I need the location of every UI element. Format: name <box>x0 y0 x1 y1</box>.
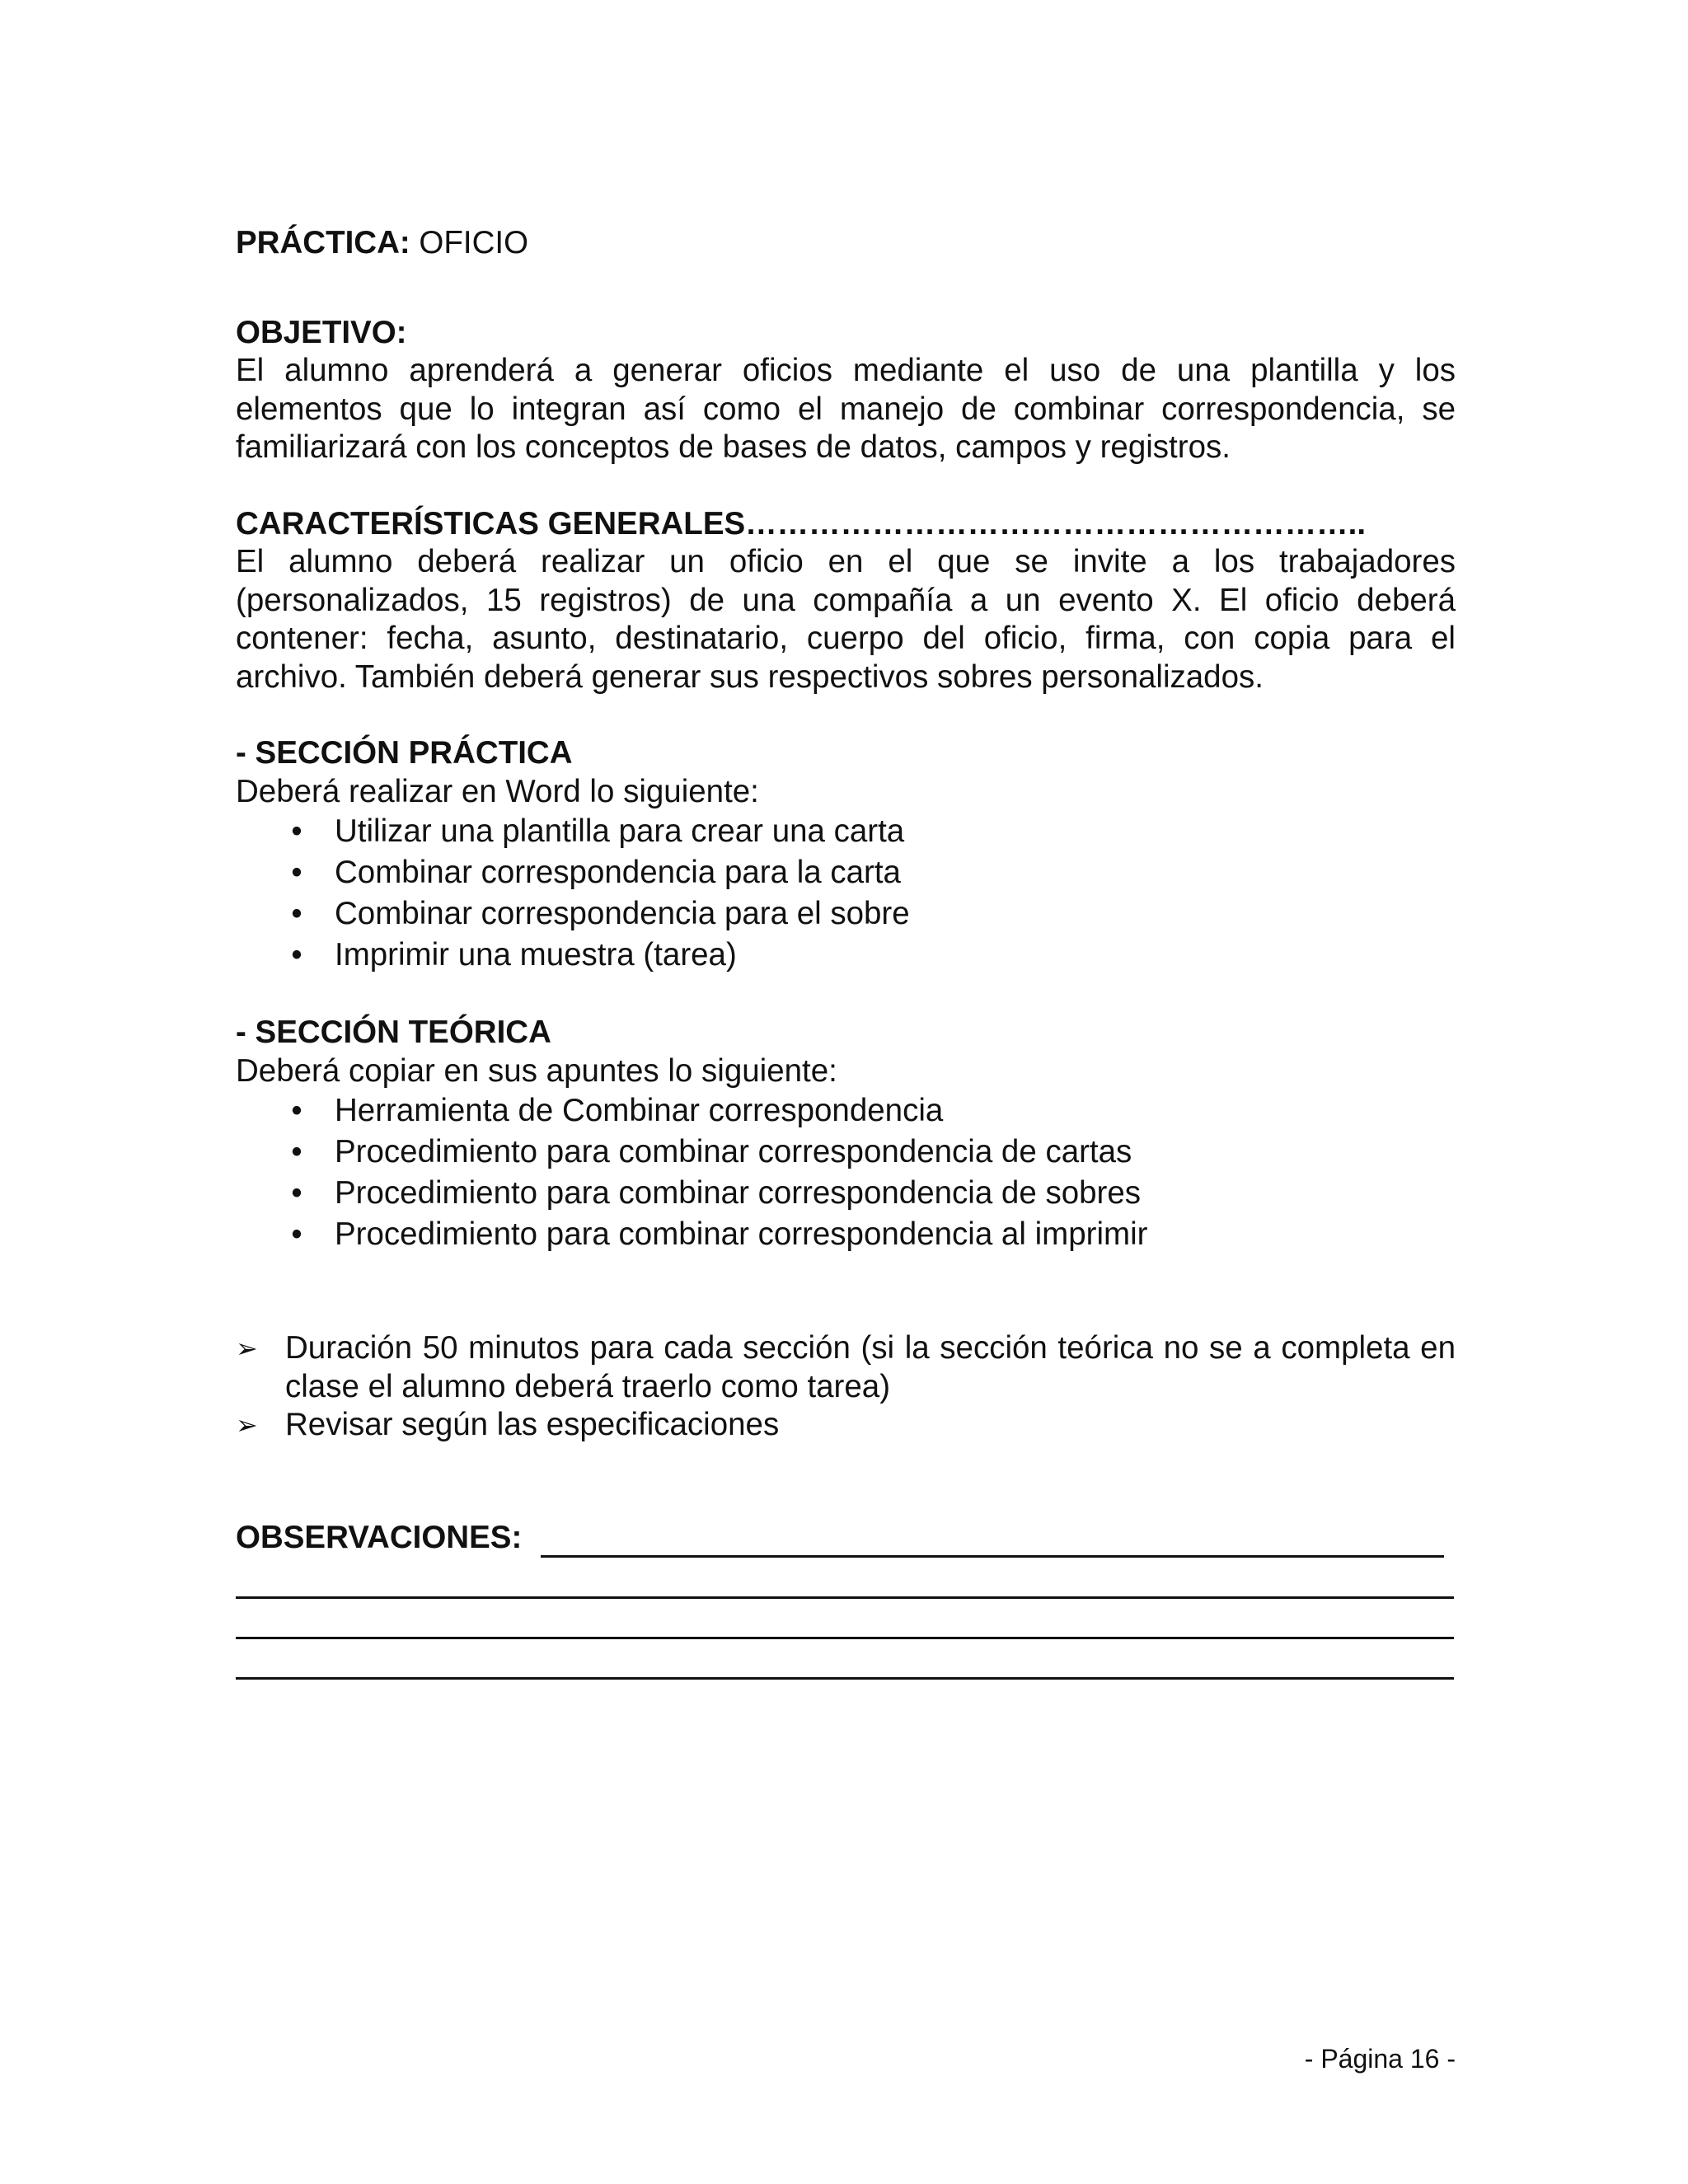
list-item <box>236 1406 1456 1445</box>
spacer <box>236 1445 1456 1519</box>
list-item-text: Revisar según las especificaciones <box>285 1407 780 1442</box>
seccion-teorica-intro: Deberá copiar en sus apuntes lo siguiente: <box>236 1052 837 1089</box>
document-body <box>236 224 1456 1680</box>
practica-title <box>236 224 1456 263</box>
observaciones-blank-line <box>236 1558 1454 1599</box>
list-item-text: Duración 50 minutos para cada sección (si la sección teórica no se a completa en clase el alumno deberá traerlo como tarea) <box>285 1330 1456 1404</box>
list-item-text: Utilizar una plantilla para crear una carta <box>335 813 905 849</box>
seccion-practica-heading: - SECCIÓN PRÁCTICA <box>236 735 573 771</box>
arrow-bullet-icon: ➢ <box>236 1333 258 1363</box>
list-item <box>236 1090 1456 1132</box>
list-item <box>236 852 1456 893</box>
notes-list <box>236 1329 1456 1445</box>
bullet-icon: • <box>291 1093 302 1128</box>
observaciones-row <box>236 1519 1456 1558</box>
seccion-practica-intro: Deberá realizar en Word lo siguiente: <box>236 773 759 809</box>
list-item <box>236 811 1456 852</box>
spacer <box>236 976 1456 1014</box>
bullet-icon: • <box>291 1175 302 1211</box>
list-item-text: Imprimir una muestra (tarea) <box>335 937 737 972</box>
seccion-teorica-list <box>236 1090 1456 1255</box>
list-item <box>236 1329 1456 1406</box>
spacer <box>236 696 1456 734</box>
list-item <box>236 935 1456 976</box>
spacer <box>236 467 1456 505</box>
objetivo-text: El alumno aprenderá a generar oficios mediante el uso de una plantilla y los elementos que lo integran así como el manejo de combinar correspondencia, se familiarizará con los conceptos de bases de datos, campos y registros. <box>236 353 1456 465</box>
observaciones-label: OBSERVACIONES: <box>236 1519 522 1558</box>
list-item <box>236 1173 1456 1214</box>
practica-value: OFICIO <box>410 225 529 260</box>
bullet-icon: • <box>291 1216 302 1252</box>
caracteristicas-heading: CARACTERÍSTICAS GENERALES………………………………………………….. <box>236 505 1367 541</box>
bullet-icon: • <box>291 896 302 931</box>
seccion-practica-list <box>236 811 1456 976</box>
seccion-teorica-heading: - SECCIÓN TEÓRICA <box>236 1015 551 1050</box>
caracteristicas-text: El alumno deberá realizar un oficio en el que se invite a los trabajadores (personalizados, 15 registros) de una compañía a un evento X. El oficio deberá contener: fecha, asunto, destinatario, cuerpo del oficio, firma, con copia para el archivo. También deberá generar sus respectivos sobres personalizados. <box>236 544 1456 695</box>
list-item-text: Procedimiento para combinar correspondencia al imprimir <box>335 1216 1148 1252</box>
spacer <box>236 1255 1456 1329</box>
bullet-icon: • <box>291 855 302 890</box>
page-number: - Página 16 - <box>1304 2044 1456 2074</box>
list-item <box>236 893 1456 935</box>
arrow-bullet-icon: ➢ <box>236 1410 258 1440</box>
list-item-text: Herramienta de Combinar correspondencia <box>335 1093 944 1128</box>
bullet-icon: • <box>291 813 302 849</box>
list-item-text: Combinar correspondencia para el sobre <box>335 896 910 931</box>
observaciones-blank-line <box>236 1639 1454 1680</box>
practica-label: PRÁCTICA: <box>236 225 410 260</box>
observaciones-blank-line <box>541 1555 1444 1558</box>
objetivo-heading: OBJETIVO: <box>236 314 407 350</box>
list-item <box>236 1132 1456 1173</box>
list-item-text: Procedimiento para combinar correspondencia de cartas <box>335 1134 1132 1169</box>
list-item-text: Combinar correspondencia para la carta <box>335 855 901 890</box>
bullet-icon: • <box>291 1134 302 1169</box>
observaciones-blank-line <box>236 1599 1454 1639</box>
list-item-text: Procedimiento para combinar correspondencia de sobres <box>335 1175 1142 1211</box>
spacer <box>236 263 1456 314</box>
bullet-icon: • <box>291 937 302 972</box>
list-item <box>236 1214 1456 1255</box>
